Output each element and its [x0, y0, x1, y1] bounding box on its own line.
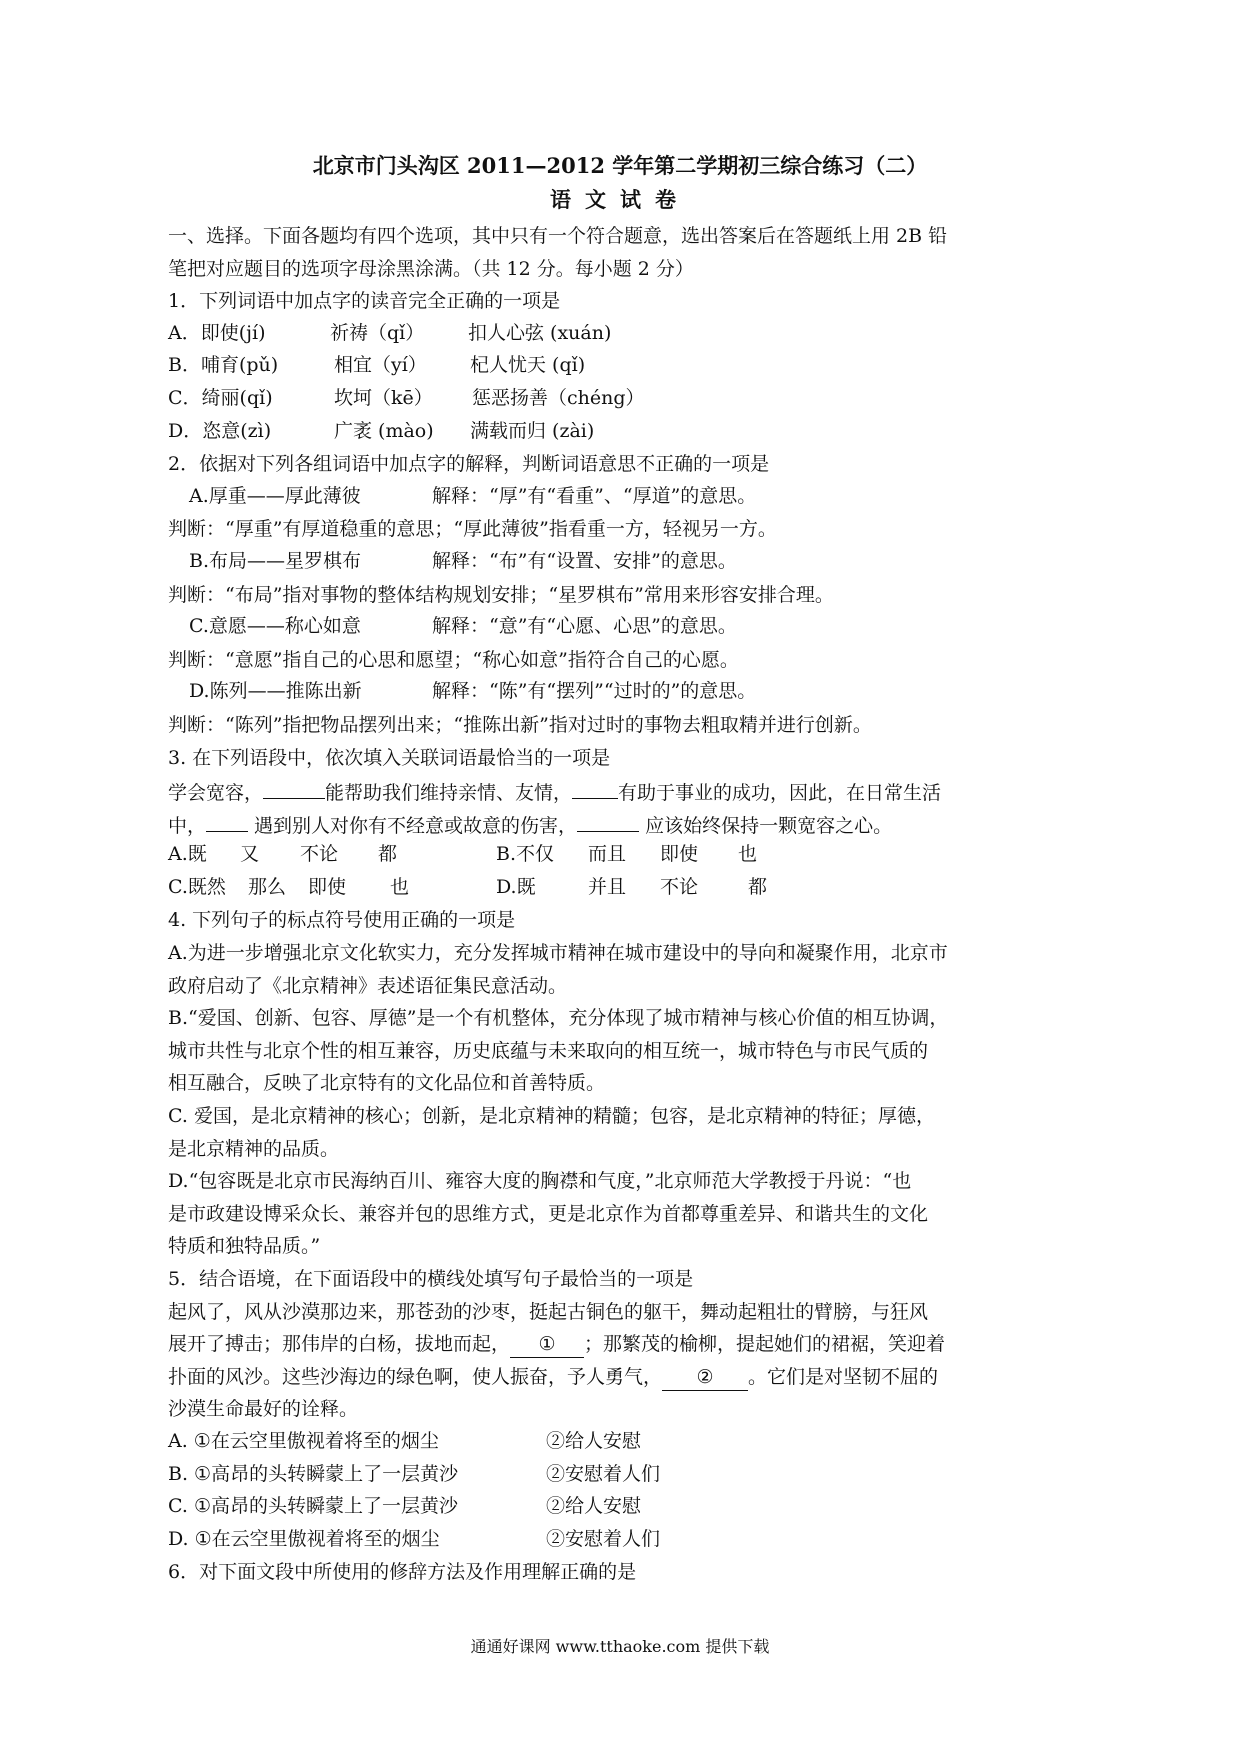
option-text: 广袤 (mào) — [334, 419, 434, 442]
question-5-option-row — [168, 1426, 1076, 1459]
judgement: 判断：“厚重”有厚道稳重的意思；“厚此薄彼”指看重一方，轻视另一方。 — [168, 518, 777, 541]
option-text: 惩恶扬善（chéng） — [472, 386, 645, 409]
question-3-stem: 3. 在下列语段中，依次填入关联词语最恰当的一项是 — [168, 746, 611, 769]
question-1-option-row — [168, 318, 1076, 351]
question-1-stem: 1．下列词语中加点字的读音完全正确的一项是 — [168, 290, 561, 313]
fill-blank-1: ① — [510, 1333, 584, 1358]
question-3-option-row — [168, 839, 1076, 872]
question-4-option-b: 相互融合，反映了北京特有的文化品位和首善特质。 — [168, 1072, 606, 1095]
option-text: 不论 — [660, 875, 699, 898]
fill-blank-2: ② — [662, 1366, 748, 1391]
question-5-option-row — [168, 1459, 1076, 1492]
explanation: 解释：“陈”有“摆列”“过时的”的意思。 — [432, 680, 757, 703]
option-text: 杞人忧天 (qǐ) — [470, 354, 586, 377]
option-text: 相宜（yí） — [334, 354, 427, 377]
explanation: 解释：“布”有“设置、安排”的意思。 — [432, 549, 737, 572]
option-text: B.不仅 — [496, 843, 555, 866]
question-6-stem: 6．对下面文段中所使用的修辞方法及作用理解正确的是 — [168, 1561, 637, 1584]
section-instruction: 笔把对应题目的选项字母涂黑涂满。（共 12 分。每小题 2 分） — [168, 257, 694, 280]
option-text: D. ①在云空里傲视着将至的烟尘 — [168, 1527, 440, 1550]
question-5-passage: 沙漠生命最好的诠释。 — [168, 1398, 359, 1421]
question-2-item — [168, 676, 1076, 709]
option-text: 那么 — [248, 875, 287, 898]
question-5-passage: 展开了搏击；那伟岸的白杨，拔地而起， ① ；那繁茂的榆柳，提起她们的裙裾，笑迎着 — [168, 1328, 1076, 1361]
option-text: ②安慰着人们 — [546, 1527, 661, 1550]
question-5-passage: 扑面的风沙。这些沙海边的绿色啊，使人振奋，予人勇气， ② 。它们是对坚韧不屈的 — [168, 1361, 1076, 1394]
option-text: ②给人安慰 — [546, 1495, 642, 1518]
question-4-option-b: B.“爱国、创新、包容、厚德”是一个有机整体，充分体现了城市精神与核心价值的相互协调， — [168, 1007, 949, 1030]
option-text: D.既 — [496, 875, 536, 898]
question-4-option-d: 特质和独特品质。” — [168, 1235, 321, 1258]
option-text: 而且 — [588, 843, 627, 866]
explanation: 解释：“厚”有“看重”、“厚道”的意思。 — [432, 484, 757, 507]
option-text: 满载而归 (zài) — [470, 419, 595, 442]
question-5-option-row — [168, 1491, 1076, 1524]
exam-title: 北京市门头沟区 2011—2012 学年第二学期初三综合练习（二） — [312, 153, 928, 178]
judgement: 判断：“意愿”指自己的心思和愿望；“称心如意”指符合自己的心愿。 — [168, 648, 739, 671]
question-4-option-d: 是市政建设博采众长、兼容并包的思维方式，更是北京作为首都尊重差异、和谐共生的文化 — [168, 1202, 929, 1225]
question-3-option-row — [168, 872, 1076, 905]
term-pair: C.意愿——称心如意 — [189, 615, 361, 638]
option-text: 也 — [390, 875, 410, 898]
option-text: C. ①高昂的头转瞬蒙上了一层黄沙 — [168, 1495, 458, 1518]
question-4-option-a: 政府启动了《北京精神》表述语征集民意活动。 — [168, 974, 568, 997]
option-text: B. ①高昂的头转瞬蒙上了一层黄沙 — [168, 1462, 459, 1485]
question-4-stem: 4. 下列句子的标点符号使用正确的一项是 — [168, 909, 516, 932]
question-4-option-d: D.“包容既是北京市民海纳百川、雍容大度的胸襟和气度，”北京师范大学教授于丹说：“也 — [168, 1170, 912, 1193]
question-2-item — [168, 611, 1076, 644]
option-text: 即使 — [308, 875, 347, 898]
fill-blank — [206, 807, 248, 832]
option-text: A.既 — [168, 843, 207, 866]
judgement: 判断：“陈列”指把物品摆列出来；“推陈出新”指对过时的事物去粗取精并进行创新。 — [168, 713, 872, 736]
option-text: 即使 — [660, 843, 699, 866]
exam-subtitle: 语文试卷 — [550, 187, 690, 212]
option-text: 坎坷（kē） — [334, 386, 433, 409]
question-3-passage: 学会宽容， 能帮助我们维持亲情、友情， 有助于事业的成功，因此，在日常生活 — [168, 774, 1076, 807]
option-text: ②给人安慰 — [546, 1429, 642, 1452]
question-1-option-row — [168, 416, 1076, 449]
question-3-passage: 中， 遇到别人对你有不经意或故意的伤害， 应该始终保持一颗宽容之心。 — [168, 807, 1076, 840]
question-5-option-row — [168, 1524, 1076, 1557]
term-pair: A.厚重——厚此薄彼 — [189, 484, 361, 507]
question-4-option-b: 城市共性与北京个性的相互兼容，历史底蕴与未来取向的相互统一，城市特色与市民气质的 — [168, 1039, 929, 1062]
section-instruction: 一、选择。下面各题均有四个选项，其中只有一个符合题意，选出答案后在答题纸上用 2B 铅 — [168, 225, 948, 247]
fill-blank — [572, 774, 618, 799]
question-2-stem: 2．依据对下列各组词语中加点字的解释，判断词语意思不正确的一项是 — [168, 453, 770, 476]
option-text: 也 — [738, 843, 758, 866]
exam-body — [168, 220, 1076, 1589]
question-5-stem: 5．结合语境，在下面语段中的横线处填写句子最恰当的一项是 — [168, 1268, 694, 1290]
option-text: 都 — [748, 875, 768, 898]
option-text: 祈祷（qǐ） — [330, 321, 425, 344]
term-pair: B.布局——星罗棋布 — [189, 549, 362, 572]
judgement: 判断：“布局”指对事物的整体结构规划安排；“星罗棋布”常用来形容安排合理。 — [168, 583, 834, 606]
question-4-option-a: A.为进一步增强北京文化软实力，充分发挥城市精神在城市建设中的导向和凝聚作用，北京市 — [168, 942, 948, 965]
question-4-option-c: 是北京精神的品质。 — [168, 1137, 340, 1160]
option-text: C.既然 — [168, 875, 226, 898]
question-2-item — [168, 481, 1076, 514]
explanation: 解释：“意”有“心愿、心思”的意思。 — [432, 615, 737, 638]
option-text: ②安慰着人们 — [546, 1462, 661, 1485]
question-2-item — [168, 546, 1076, 579]
option-text: 并且 — [588, 875, 627, 898]
term-pair: D.陈列——推陈出新 — [189, 680, 362, 703]
option-text: 不论 — [300, 843, 339, 866]
question-4-option-c: C. 爱国，是北京精神的核心；创新，是北京精神的精髓；包容，是北京精神的特征；厚德， — [168, 1105, 935, 1128]
question-1-option-row — [168, 383, 1076, 416]
question-5-passage: 起风了，风从沙漠那边来，那苍劲的沙枣，挺起古铜色的躯干，舞动起粗壮的臂膀，与狂风 — [168, 1300, 929, 1323]
option-text: C．绮丽(qǐ) — [168, 386, 273, 409]
page-footer: 通通好课网 www.tthaoke.com 提供下载 — [470, 1637, 770, 1656]
fill-blank — [577, 807, 639, 832]
option-text: B．哺育(pǔ) — [168, 354, 279, 377]
option-text: A．即使(jí) — [168, 321, 266, 344]
option-text: D．恣意(zì) — [168, 419, 272, 442]
question-1-option-row — [168, 350, 1076, 383]
option-text: 又 — [240, 843, 260, 866]
option-text: 都 — [378, 843, 398, 866]
option-text: A. ①在云空里傲视着将至的烟尘 — [168, 1429, 439, 1452]
fill-blank — [263, 774, 325, 799]
option-text: 扣人心弦 (xuán) — [468, 321, 612, 344]
